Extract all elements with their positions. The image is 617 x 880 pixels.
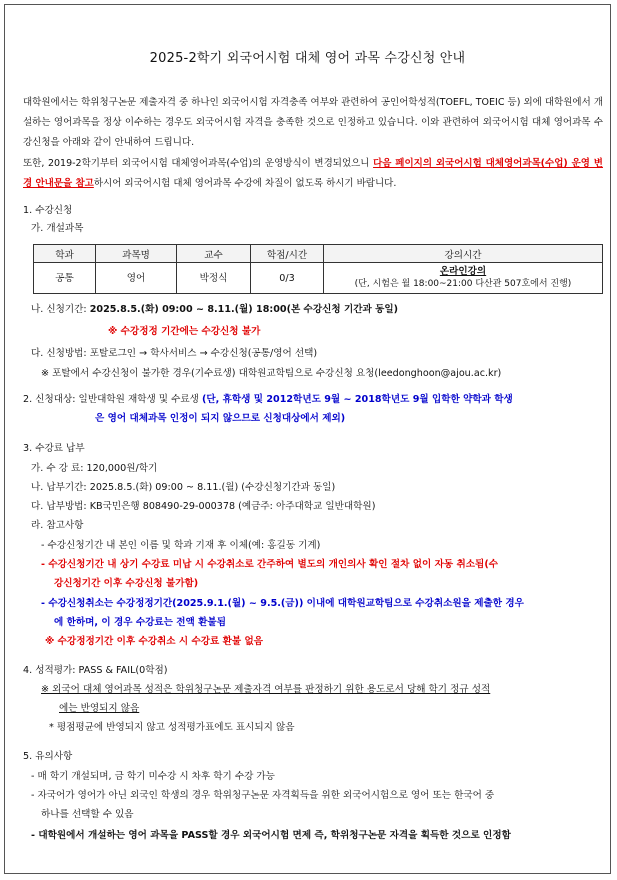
cell-professor: 박정식: [177, 263, 251, 294]
fee-notes-heading: 라. 참고사항: [31, 520, 84, 531]
fee-note-3a: - 수강신청취소는 수강정정기간(2025.9.1.(월) ~ 9.5.(금)) 이내에 대학원교학팀으로 수강취소원을 제출한 경우: [41, 598, 524, 609]
section5-heading: 5. 유의사항: [23, 751, 73, 762]
course-table: [33, 244, 603, 294]
apply-period-warning: ※ 수강정정 기간에는 수강신청 불가: [108, 326, 261, 337]
fee-method: 다. 납부방법: KB국민은행 808490-29-000378 (예금주: 아주대학교 일반대학원): [31, 501, 376, 512]
cell-time: [324, 263, 603, 294]
section2-label: 2. 신청대상: 일반대학원 재학생 및 수료생: [23, 394, 202, 405]
intro-paragraph-1: 대학원에서는 학위청구논문 제출자격 중 하나인 외국어시험 자격충족 여부와 관련하여 공인어학성적(TOEFL, TOEIC 등) 외에 대학원에서 개설하는 영어과목을 정상 이수하는 경우도 외국어시험 자격을 충족한 것으로 인정하고 있습니다. 이와 관련하여 외국어시험 대체 영어과목 수강신청을 아래와 같이 안내하여 드립니다.: [23, 97, 603, 148]
col-header-professor: 교수: [177, 245, 251, 263]
section2-target: [23, 393, 513, 407]
section1-sub-ga: 가. 개설과목: [31, 223, 84, 234]
col-header-course: 과목명: [96, 245, 177, 263]
col-header-time: 강의시간: [324, 245, 603, 263]
page-title: 2025-2학기 외국어시험 대체 영어 과목 수강신청 안내: [149, 51, 466, 66]
section3-heading: 3. 수강료 납부: [23, 443, 85, 454]
section1-heading: 1. 수강신청: [23, 205, 73, 216]
cell-dept: 공통: [34, 263, 96, 294]
fee-note-1: - 수강신청기간 내 본인 이름 및 학과 기재 후 이체(예: 홍길동 기계): [41, 540, 321, 551]
col-header-credits: 학점/시간: [251, 245, 324, 263]
grade-note-c: * 평점평균에 반영되지 않고 성적평가표에도 표시되지 않음: [49, 722, 295, 733]
cell-course: 영어: [96, 263, 177, 294]
col-header-dept: 학과: [34, 245, 96, 263]
grade-note-a: ※ 외국어 대체 영어과목 성적은 학위청구논문 제출자격 여부를 판정하기 위한 용도로서 당해 학기 정규 성적: [41, 684, 491, 695]
section2-highlight-1: (단, 휴학생 및 2012학년도 9월 ~ 2018학년도 9월 입학한 약학과 학생: [201, 394, 513, 405]
caution-1: - 매 학기 개설되며, 금 학기 미수강 시 차후 학기 수강 가능: [31, 771, 275, 782]
section2-highlight-2: 은 영어 대체과목 인정이 되지 않으므로 신청대상에서 제외): [95, 413, 346, 424]
apply-period: [31, 303, 398, 317]
intro-p2-start: 또한, 2019-2학기부터 외국어시험 대체영어과목(수업)의 운영방식이 변경되었으니: [23, 158, 374, 169]
intro-p2-link-notice: 다음 페이지의 외국어시험 대체영어과목(수업) 운영 변경 안내문을 참고: [23, 158, 603, 189]
apply-method-note: ※ 포탈에서 수강신청이 불가한 경우(기수료생) 대학원교학팀으로 수강신청 요청(leedonghoon@ajou.ac.kr): [41, 368, 502, 379]
apply-period-value: 2025.8.5.(화) 09:00 ~ 8.11.(월) 18:00(본 수강신청 기간과 동일): [89, 304, 399, 315]
intro-p2-end: 하시어 외국어시험 대체 영어과목 수강에 차질이 없도록 하시기 바랍니다.: [93, 178, 397, 189]
apply-period-label: 나. 신청기간:: [31, 304, 90, 315]
notice-page: [4, 4, 611, 874]
fee-period: 나. 납부기간: 2025.8.5.(화) 09:00 ~ 8.11.(월) (수강신청기간과 동일): [31, 482, 336, 493]
caution-3: - 대학원에서 개설하는 영어 과목을 PASS할 경우 외국어시험 면제 즉, 학위청구논문 자격을 획득한 것으로 인정함: [31, 830, 511, 841]
fee-note-4: ※ 수강정정기간 이후 수강취소 시 수강료 환불 없음: [45, 636, 264, 647]
fee-note-2b: 강신청기간 이후 수강신청 불가함): [54, 578, 199, 589]
fee-note-2a: - 수강신청기간 내 상기 수강료 미납 시 수강취소로 간주하여 별도의 개인의사 확인 절차 없이 자동 취소됨(수: [41, 559, 498, 570]
intro-paragraph-2: [23, 154, 603, 194]
course-table-header: [34, 245, 603, 263]
table-row: [34, 263, 603, 294]
caution-2a: - 자국어가 영어가 아닌 외국인 학생의 경우 학위청구논문 자격획득을 위한 외국어시험으로 영어 또는 한국어 중: [31, 790, 495, 801]
section4-heading: 4. 성적평가: PASS & FAIL(0학점): [23, 665, 168, 676]
fee-note-3b: 에 한하며, 이 경우 수강료는 전액 환불됨: [54, 617, 226, 628]
cell-time-note: (단, 시험은 월 18:00~21:00 다산관 507호에서 진행): [354, 279, 572, 289]
cell-credits: 0/3: [251, 263, 324, 294]
caution-2b: 하나를 선택할 수 있음: [41, 809, 134, 820]
grade-note-b: 에는 반영되지 않음: [59, 703, 140, 714]
apply-method: 다. 신청방법: 포탈로그인 → 학사서비스 → 수강신청(공통/영어 선택): [31, 348, 318, 359]
cell-time-main: 온라인강의: [439, 266, 487, 277]
fee-amount: 가. 수 강 료: 120,000원/학기: [31, 463, 158, 474]
